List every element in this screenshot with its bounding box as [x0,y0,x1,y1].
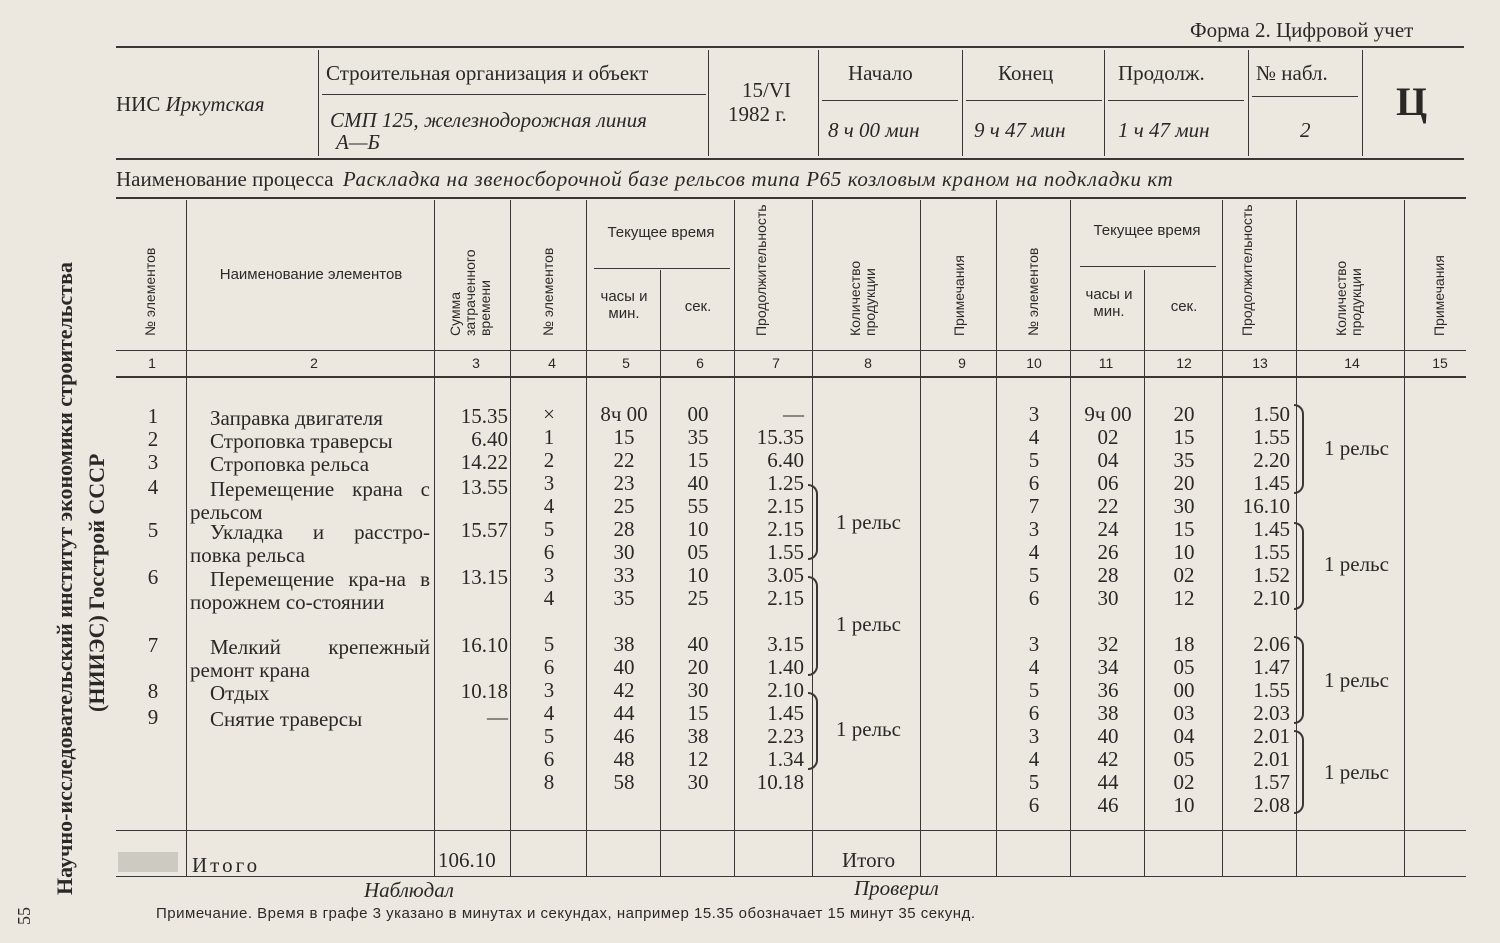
obs-duration: 1.57 [1253,770,1290,794]
product-quantity: 1 рельс [1324,552,1389,576]
element-sum-time: 6.40 [471,427,508,451]
obs-seconds: 04 [1173,724,1195,748]
total-label-2: Итого [842,848,896,872]
obs-seconds: 20 [1173,402,1195,426]
date-line2: 1982 г. [728,102,787,126]
obs-hours-min: 26 [1097,540,1119,564]
col12-header: сек. [1170,298,1198,315]
obs-duration: 16.10 [1242,494,1290,518]
checked-label: Проверил [854,876,939,900]
obs-element-number: 3 [1028,724,1040,748]
obs-duration: 2.20 [1253,448,1290,472]
process-label: Наименование процесса [116,167,334,191]
obs-element-number: 6 [1028,701,1040,725]
obs-element-number: 5 [1028,678,1040,702]
date-line1: 15/VI [742,78,791,102]
station-label: НИС Иркутская [116,92,265,116]
obs-seconds: 10 [687,563,709,587]
obs-element-number: 5 [543,632,555,656]
column-number: 14 [1344,355,1360,371]
process-line [116,167,1173,192]
obs-duration: 2.15 [767,517,804,541]
obs-seconds: 12 [1173,586,1195,610]
obs-hours-min: 30 [613,540,635,564]
process-value: Раскладка на звеносборочной базе рельсов типа Р65 козловым краном на подкладки кт [342,167,1174,191]
obs-element-number: 6 [1028,586,1040,610]
obs-seconds: 40 [687,632,709,656]
obs-element-number: 7 [1028,494,1040,518]
column-number: 11 [1098,355,1114,371]
obs-element-number: 1 [543,425,555,449]
footnote: Примечание. Время в графе 3 указано в минутах и секундах, например 15.35 обозначает 15 минут 35 секунд. [156,905,976,922]
obs-element-number: 3 [1028,402,1040,426]
element-sum-time: — [487,705,508,729]
end-value: 9 ч 47 мин [974,118,1066,142]
obs-hours-min: 48 [613,747,635,771]
column-number: 8 [864,355,872,371]
obs-seconds: 20 [687,655,709,679]
obs-seconds: 10 [1173,540,1195,564]
obs-hours-min: 33 [613,563,635,587]
obs-seconds: 35 [687,425,709,449]
obs-seconds: 02 [1173,770,1195,794]
element-number: 9 [147,705,159,729]
colnum-top-rule [116,350,1466,351]
side-title-line1: Научно-исследовательский институт экономики строительства [52,262,77,895]
obs-seconds: 38 [687,724,709,748]
obs-seconds: 05 [1173,655,1195,679]
col11-header: часы и мин. [1085,286,1133,320]
obs-seconds: 15 [687,701,709,725]
element-name: Перемещение кра-на в порожнем со-стоянии [190,567,430,614]
obs-hours-min: 04 [1097,448,1119,472]
obs-element-number: 6 [1028,471,1040,495]
product-brace [808,692,818,770]
obs-duration: 1.45 [1253,517,1290,541]
obs-duration: — [783,402,804,426]
colnum-bottom-rule [116,376,1466,378]
current-time-header: Текущее время [607,224,715,241]
obs-element-number: 6 [543,655,555,679]
element-name: Отдых [210,681,270,705]
observed-label: Наблюдал [364,878,454,902]
element-name: Строповка траверсы [210,429,393,453]
obs-hours-min: 9ч 00 [1084,402,1132,426]
obs-duration: 2.08 [1253,793,1290,817]
obs-duration: 1.55 [1253,425,1290,449]
column-number: 4 [548,355,556,371]
product-quantity: 1 рельс [1324,760,1389,784]
end-label: Конец [998,61,1054,85]
obs-seconds: 18 [1173,632,1195,656]
obs-hours-min: 34 [1097,655,1119,679]
obs-element-number: 3 [543,471,555,495]
table-top-rule [116,197,1466,199]
col14-header: Количество продукции [1333,260,1364,336]
obs-element-number: 5 [1028,563,1040,587]
obs-seconds: 20 [1173,471,1195,495]
obs-hours-min: 22 [613,448,635,472]
col3-header: Сумма затраченного времени [447,249,493,336]
element-number: 6 [147,565,159,589]
obs-hours-min: 23 [613,471,635,495]
element-name: Мелкий крепежный ремонт крана [190,635,430,682]
obs-seconds: 30 [687,678,709,702]
obs-element-number: 5 [543,517,555,541]
obs-hours-min: 06 [1097,471,1119,495]
obs-hours-min: 02 [1097,425,1119,449]
obs-element-number: 6 [543,747,555,771]
obs-seconds: 30 [687,770,709,794]
obs-hours-min: 28 [613,517,635,541]
obs-element-number: 5 [543,724,555,748]
col13-header: Продолжительность [1239,204,1255,336]
station-name: Иркутская [165,92,265,116]
obs-hours-min: 40 [613,655,635,679]
header-top-rule [116,46,1464,48]
obs-element-number: 8 [543,770,555,794]
col6-header: сек. [684,298,712,315]
product-brace [1294,636,1304,724]
current-time-header-2: Текущее время [1093,222,1201,239]
col8-header: Количество продукции [847,260,878,336]
obs-hours-min: 38 [1097,701,1119,725]
obs-seconds: 15 [687,448,709,472]
obs-hours-min: 8ч 00 [600,402,648,426]
org-value-line1: СМП 125, железнодорожная линия [330,108,647,132]
element-number: 8 [147,679,159,703]
observation-label: № набл. [1256,61,1328,85]
col1-header: № элементов [142,247,158,336]
column-number: 6 [696,355,704,371]
obs-element-number: 5 [1028,448,1040,472]
obs-hours-min: 32 [1097,632,1119,656]
col15-header: Примечания [1431,255,1447,336]
obs-hours-min: 44 [1097,770,1119,794]
column-number: 1 [148,355,156,371]
duration-value: 1 ч 47 мин [1118,118,1210,142]
obs-duration: 2.06 [1253,632,1290,656]
obs-seconds: 10 [1173,793,1195,817]
obs-seconds: 00 [1173,678,1195,702]
col5-header: часы и мин. [600,288,648,322]
element-name: Строповка рельса [210,452,370,476]
form-code: Ц [1396,79,1428,124]
obs-hours-min: 30 [1097,586,1119,610]
obs-hours-min: 35 [613,586,635,610]
element-number: 5 [147,518,159,542]
stamp-mark [118,852,178,872]
obs-hours-min: 38 [613,632,635,656]
obs-duration: 2.01 [1253,747,1290,771]
product-quantity: 1 рельс [1324,668,1389,692]
obs-duration: 2.03 [1253,701,1290,725]
element-sum-time: 16.10 [460,633,508,657]
column-number: 5 [622,355,630,371]
obs-seconds: 30 [1173,494,1195,518]
org-value-line2: А—Б [336,130,380,154]
product-brace [1294,404,1304,494]
column-number: 12 [1176,355,1192,371]
product-brace [1294,522,1304,610]
col9-header: Примечания [951,255,967,336]
product-brace [808,484,818,560]
obs-seconds: 00 [687,402,709,426]
obs-hours-min: 40 [1097,724,1119,748]
element-number: 2 [147,427,159,451]
obs-hours-min: 46 [613,724,635,748]
col2-header: Наименование элементов [219,266,403,283]
obs-duration: 2.10 [1253,586,1290,610]
obs-element-number: 3 [1028,632,1040,656]
element-name: Укладка и расстро-повка рельса [190,520,430,567]
obs-hours-min: 15 [613,425,635,449]
obs-element-number: 4 [1028,655,1040,679]
product-quantity: 1 рельс [836,717,901,741]
obs-element-number: 6 [543,540,555,564]
obs-duration: 1.50 [1253,402,1290,426]
obs-element-number: 4 [543,586,555,610]
obs-seconds: 15 [1173,517,1195,541]
element-number: 1 [147,404,159,428]
obs-seconds: 05 [1173,747,1195,771]
col4-header: № элементов [540,247,556,336]
col7-header: Продолжительность [753,204,769,336]
obs-element-number: 3 [1028,517,1040,541]
column-number: 10 [1026,355,1042,371]
obs-element-number: 4 [543,701,555,725]
obs-element-number: × [543,402,555,426]
obs-duration: 2.15 [767,494,804,518]
obs-element-number: 2 [543,448,555,472]
obs-seconds: 55 [687,494,709,518]
obs-element-number: 4 [1028,425,1040,449]
element-sum-time: 15.57 [460,518,508,542]
element-sum-time: 13.15 [460,565,508,589]
obs-duration: 1.55 [767,540,804,564]
obs-duration: 1.40 [767,655,804,679]
column-number: 3 [472,355,480,371]
obs-element-number: 4 [1028,747,1040,771]
element-number: 3 [147,450,159,474]
product-brace [1294,730,1304,814]
column-number: 9 [958,355,966,371]
page-number: 55 [14,907,34,925]
obs-element-number: 6 [1028,793,1040,817]
obs-duration: 15.35 [756,425,804,449]
obs-hours-min: 25 [613,494,635,518]
element-name: Заправка двигателя [210,406,383,430]
obs-element-number: 3 [543,563,555,587]
obs-duration: 2.10 [767,678,804,702]
element-number: 7 [147,633,159,657]
obs-seconds: 05 [687,540,709,564]
col10-header: № элементов [1025,247,1041,336]
obs-duration: 2.01 [1253,724,1290,748]
element-name: Снятие траверсы [210,707,363,731]
obs-element-number: 3 [543,678,555,702]
product-quantity: 1 рельс [1324,436,1389,460]
header-bottom-rule [116,158,1464,160]
obs-element-number: 4 [1028,540,1040,564]
start-value: 8 ч 00 мин [828,118,920,142]
obs-seconds: 35 [1173,448,1195,472]
obs-duration: 6.40 [767,448,804,472]
obs-seconds: 12 [687,747,709,771]
obs-duration: 10.18 [756,770,804,794]
obs-duration: 1.45 [1253,471,1290,495]
obs-duration: 2.23 [767,724,804,748]
obs-duration: 1.47 [1253,655,1290,679]
obs-hours-min: 46 [1097,793,1119,817]
duration-label: Продолж. [1118,61,1205,85]
product-quantity: 1 рельс [836,612,901,636]
element-number: 4 [147,475,159,499]
element-name: Перемещение крана с рельсом [190,477,430,524]
obs-hours-min: 28 [1097,563,1119,587]
obs-duration: 1.45 [767,701,804,725]
column-number: 7 [772,355,780,371]
obs-seconds: 15 [1173,425,1195,449]
start-label: Начало [848,61,913,85]
column-number: 13 [1252,355,1268,371]
product-brace [808,576,818,676]
column-number: 2 [310,355,318,371]
obs-hours-min: 42 [1097,747,1119,771]
obs-hours-min: 44 [613,701,635,725]
element-sum-time: 14.22 [460,450,508,474]
obs-seconds: 03 [1173,701,1195,725]
obs-hours-min: 36 [1097,678,1119,702]
column-number: 15 [1432,355,1448,371]
obs-duration: 3.15 [767,632,804,656]
obs-duration: 2.15 [767,586,804,610]
obs-duration: 1.25 [767,471,804,495]
obs-duration: 1.55 [1253,540,1290,564]
observation-value: 2 [1300,118,1311,142]
obs-hours-min: 22 [1097,494,1119,518]
product-quantity: 1 рельс [836,510,901,534]
obs-duration: 3.05 [767,563,804,587]
obs-seconds: 40 [687,471,709,495]
total-label: Итого [192,853,261,877]
element-sum-time: 13.55 [460,475,508,499]
obs-element-number: 5 [1028,770,1040,794]
element-sum-time: 10.18 [460,679,508,703]
obs-hours-min: 58 [613,770,635,794]
side-title-line2: (НИИЭС) Госстрой СССР [84,453,109,712]
obs-duration: 1.55 [1253,678,1290,702]
obs-duration: 1.34 [767,747,804,771]
total-value: 106.10 [438,848,496,872]
obs-duration: 1.52 [1253,563,1290,587]
obs-seconds: 10 [687,517,709,541]
element-sum-time: 15.35 [460,404,508,428]
form-label: Форма 2. Цифровой учет [1190,18,1414,42]
obs-seconds: 25 [687,586,709,610]
obs-hours-min: 42 [613,678,635,702]
org-label: Строительная организация и объект [326,61,649,85]
obs-hours-min: 24 [1097,517,1119,541]
obs-element-number: 4 [543,494,555,518]
total-top-rule [116,830,1466,831]
table-bottom-rule [116,876,1466,877]
obs-seconds: 02 [1173,563,1195,587]
